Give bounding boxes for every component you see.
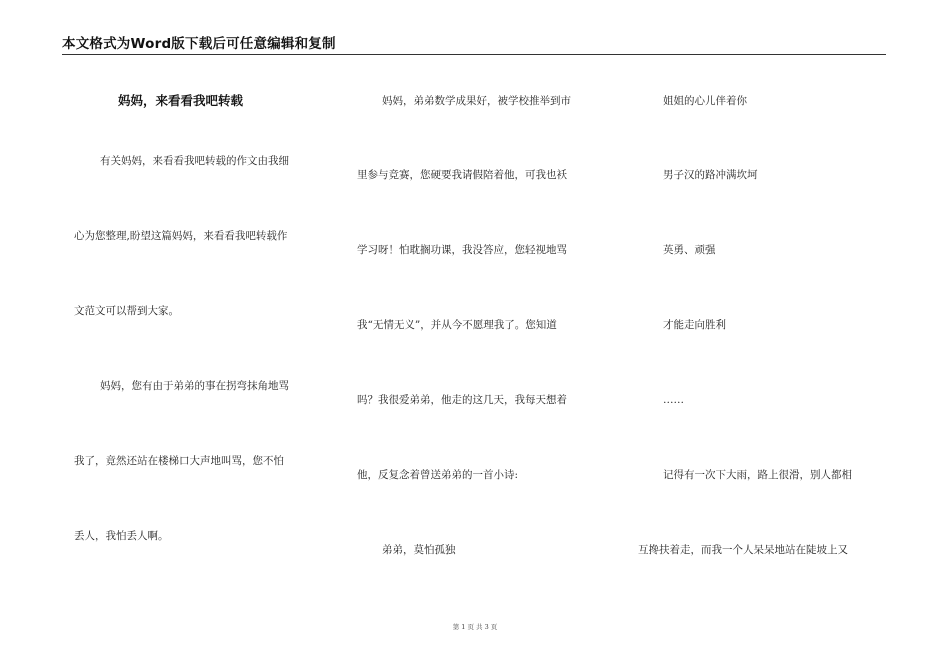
text-line: 妈妈，您有由于弟弟的事在拐弯抹角地骂: [100, 380, 289, 392]
text-line: 弟弟，莫怕孤独: [382, 544, 456, 556]
text-line: 我“无情无义”，并从今不愿理我了。您知道: [357, 319, 557, 331]
header-text: 本文格式为Word版下载后可任意编辑和复制: [62, 36, 336, 52]
document-header: [62, 34, 886, 55]
text-line: 男子汉的路冲满坎坷: [663, 169, 758, 181]
text-line: 妈妈，弟弟数学成果好，被学校推举到市: [382, 95, 571, 107]
text-line: 文范文可以帮到大家。: [74, 305, 179, 317]
text-line: 互搀扶着走，而我一个人呆呆地站在陡坡上又: [638, 544, 848, 556]
text-line: 记得有一次下大雨，路上很滑，别人都相: [663, 469, 852, 481]
text-line: 有关妈妈，来看看我吧转载的作文由我细: [100, 155, 289, 167]
text-line: 丢人，我怕丢人啊。: [74, 530, 169, 542]
text-line: 心为您整理,盼望这篇妈妈，来看看我吧转载作: [74, 230, 288, 242]
text-line: 姐姐的心儿伴着你: [663, 95, 747, 107]
text-line: ……: [663, 394, 684, 406]
text-line: 里参与竞赛，您硬要我请假陪着他，可我也袄: [357, 169, 567, 181]
text-line: 吗？我很爱弟弟，他走的这几天，我每天想着: [357, 394, 567, 406]
text-line: 学习呀！怕耽搁功课，我没答应，您轻视地骂: [357, 244, 567, 256]
text-line: 我了，竟然还站在楼梯口大声地叫骂，您不怕: [74, 455, 284, 467]
page-number: 第 1 页 共 3 页: [452, 623, 498, 631]
article-title: 妈妈，来看看我吧转载: [118, 93, 244, 108]
text-line: 英勇、顽强: [663, 244, 716, 256]
text-line: 他，反复念着曾送弟弟的一首小诗:: [357, 469, 519, 481]
text-line: 才能走向胜利: [663, 319, 726, 331]
